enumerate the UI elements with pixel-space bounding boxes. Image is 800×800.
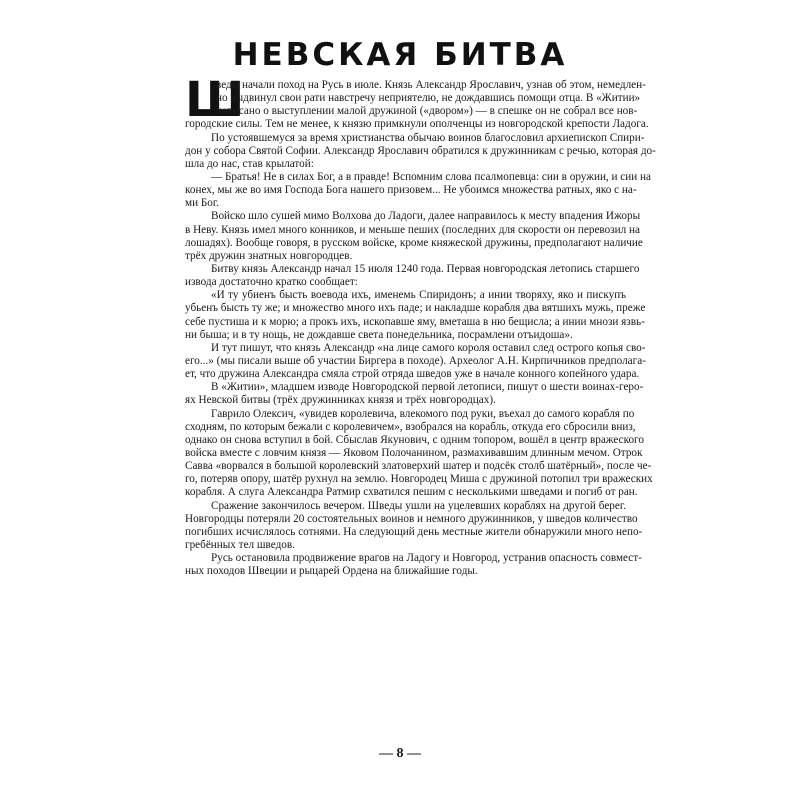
paragraph [185, 72, 649, 132]
text-line: гребённых тел шведов. [185, 538, 295, 551]
text-line: ных походов Швеции и рыцарей Ордена на ближайшие годы. [185, 565, 478, 578]
body-text [185, 72, 656, 578]
text-line: себе пустиша и к морю; а прокъ ихъ, ископавше яму, вметаша в ню бещисла; а инии мнози язвь- [185, 315, 645, 328]
text-line: По устоявшемуся за время христианства обычаю воинов благословил архиепископ Спири- [211, 131, 645, 144]
paragraph [185, 262, 640, 289]
text-line: погибших исчислялось сотнями. На следующий день местные жители обнаружили много непо- [185, 525, 643, 538]
text-line: лошадях). Вообще говоря, в русском войске, кроме княжеской дружины, предполагают наличие [185, 236, 643, 249]
text-line: корабля. А слуга Александра Ратмир схватился пешим с несколькими шведами и погиб от ран. [185, 486, 638, 499]
paragraph [185, 131, 656, 171]
text-line: Сражение закончилось вечером. Шведы ушли на уцелевших кораблях на другой берег. [211, 499, 626, 512]
paragraph [185, 210, 643, 263]
text-line: — Братья! Не в силах Бог, а в правде! Вспомним слова псалмопевца: сии в оружии, и сии на [211, 170, 651, 183]
paragraph [185, 552, 642, 578]
text-line: трёх дружин знатных новгородцев. [185, 249, 353, 262]
text-line: В «Житии», младшем изводе Новгородской первой летописи, пишут о шести воинах-геро- [211, 381, 644, 394]
text-line: Войско шло сушей мимо Волхова до Ладоги, далее направилось к месту впадения Ижоры [211, 210, 641, 223]
text-line: Битву князь Александр начал 15 июля 1240 года. Первая новгородская летопись старшего [211, 262, 640, 275]
text-line: но выдвинул свои рати навстречу неприятелю, не дождавшись помощи отца. В «Житии» [216, 92, 641, 105]
text-line: извода достаточно кратко сообщает: [185, 276, 358, 289]
paragraph [185, 381, 644, 407]
text-line: ет, что дружина Александра смяла строй отряда шведов уже в начале конного копейного удара. [185, 368, 640, 381]
page-number: — 8 — [379, 746, 421, 761]
text-line: веды начали поход на Русь в июле. Князь Александр Ярославич, узнав об этом, немедлен- [216, 79, 646, 91]
paragraph [185, 289, 646, 342]
paragraph [185, 499, 643, 553]
text-line: дон у собора Святой Софии. Александр Ярославич обратился к дружинникам с речью, которая до- [185, 144, 656, 157]
page-title: НЕВСКАЯ БИТВА [232, 37, 568, 73]
text-line: войска вместе с ловчим князя — Яковом Полочанином, размахивавшим длинным мечом. Отрок [185, 446, 643, 459]
paragraph [185, 170, 651, 210]
text-line: однако он снова вступил в бой. Сбыслав Якунович, с одним топором, вошёл в центр вражеского [185, 433, 644, 446]
text-line: ях Невской битвы (трёх дружинниках князя и трёх новгородцах). [185, 394, 496, 407]
text-line: написано о выступлении малой дружиной («двором») — в спешке он не собрал все нов- [216, 105, 638, 118]
text-line: убьенъ бысть ту же; и множество много ихъ паде; и накладше корабля два вятшихъ мужь, преже [185, 302, 646, 315]
paragraph [185, 407, 653, 500]
drop-cap: Ш [185, 72, 245, 128]
text-line: Новгородцы потеряли 20 состоятельных воинов и немного дружинников, у шведов количество [185, 512, 638, 525]
text-line: И тут пишут, что князь Александр «на лице самого короля оставил след острого копья сво- [211, 341, 646, 354]
text-line: Савва «ворвался в большой королевский златоверхий шатер и подсёк столб шатёрный», после че- [185, 460, 652, 473]
text-line: Гаврило Олексич, «увидев королевича, влекомого под руки, въехал до самого корабля по [211, 407, 635, 420]
paragraph [185, 341, 646, 381]
text-line: сходням, по которым бежали с королевичем», взобрался на корабль, откуда его сбросили вниз, [185, 420, 636, 433]
text-line: ни быша; и в ту нощь, не дождавше света понедельника, посрамлени отъидоша». [185, 328, 573, 341]
text-line: го, потеряв опору, шатёр рухнул на землю. Новгородец Миша с дружиной потопил три вражеских [185, 473, 653, 486]
text-line: шла до нас, став крылатой: [185, 157, 314, 170]
text-line: Русь остановила продвижение врагов на Ладогу и Новгород, устранив опасность совмест- [211, 552, 642, 565]
text-line: конех, мы же во имя Господа Бога нашего призовем... Не убоимся множества ратных, яко с на- [185, 184, 637, 197]
text-line: городские силы. Тем не менее, к князю примкнули ополченцы из новгородской крепости Ладога. [185, 118, 649, 131]
text-line: в Неву. Князь имел много конников, и меньше пеших (последних для скорости он перевозил на [185, 223, 640, 236]
text-line: «И ту убиенъ бысть воевода ихъ, именемь Спиридонъ; а инии творяху, яко и пискупъ [211, 289, 626, 302]
text-line: его...» (мы писали выше об участии Биргера в походе). Археолог А.Н. Кирпичников предполага- [185, 354, 646, 367]
text-line: ми Бог. [185, 197, 220, 210]
